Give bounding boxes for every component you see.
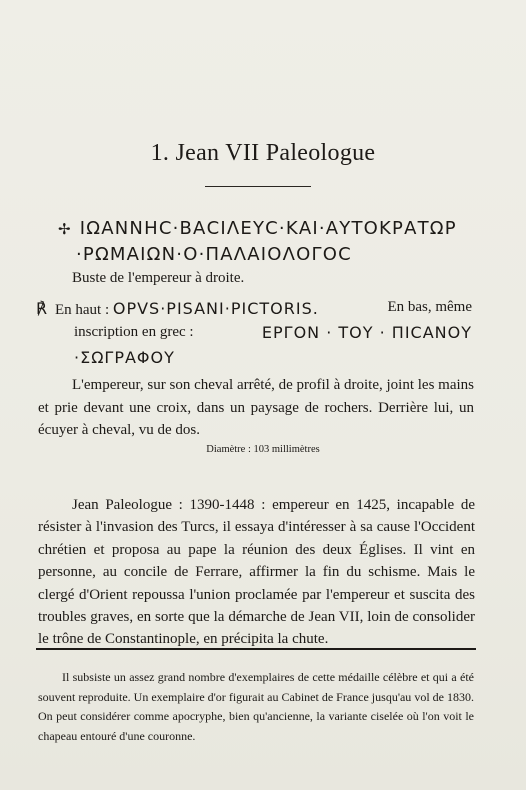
biography-paragraph: Jean Paleologue : 1390-1448 : empereur en 1425, incapable de résister à l'invasion des Turcs, il essaya d'intéresser à sa cause l'Occident chrétien et proposa au pape la réunion des deux Églises. Il vint en personne, au concile de Ferrare, affirmer la fin du schisme. Mais le clergé d'Orient repoussa l'union proclamée par l'empereur et suscita des troubles graves, en sorte que la démarche de Jean VII, loin de consolider le trône de Constantinople, en précipita la chute. [38, 497, 475, 648]
obverse-legend-line2: ·ΡΩΜΑΙΩΝ·Ο·ΠΑΛΑΙΟΛΟΓΟϹ [76, 244, 352, 265]
obverse-description: Buste de l'empereur à droite. [72, 270, 245, 286]
reverse-en-bas: En bas, même [387, 299, 472, 315]
reverse-line2 [74, 324, 472, 341]
reverse-greek-line1: ΕΡΓΟΝ · ΤΟΥ · ΠΙϹΑΝΟΥ [261, 323, 472, 342]
reverse-line1 [36, 299, 472, 319]
title-rule [205, 186, 311, 187]
response-icon: ℟ [36, 301, 47, 318]
reverse-latin-legend: OPVS·PISANI·PICTORIS. [112, 299, 319, 318]
obverse-legend-text1: ΙΩΑΝΝΗϹ·ΒΑϹΙΛΕΥϹ·ΚΑΙ·ΑΥΤΟΚΡΑΤΩΡ [79, 218, 457, 239]
reverse-greek-line2: ·ΣΩΓΡΑΦΟΥ [74, 348, 175, 367]
footnote-paragraph: Il subsiste un assez grand nombre d'exemplaires de cette médaille célèbre et qui a été souvent reproduite. Un exemplaire d'or figurait au Cabinet de France jusqu'au vol de 1830. On peut considérer comme apocryphe, bien qu'ancienne, la variante ciselée où l'on voit le chapeau entouré d'une couronne. [38, 670, 474, 743]
page-title: 1. Jean VII Paleologue [150, 140, 376, 166]
section-rule [36, 648, 476, 650]
cross-icon: ✢ [58, 220, 72, 238]
obverse-legend-line1 [58, 218, 457, 239]
reverse-en-haut: En haut : [54, 302, 110, 318]
diameter-caption: Diamètre : 103 millimètres [206, 444, 320, 455]
reverse-inscription-prefix: inscription en grec : [74, 324, 194, 340]
reverse-description: L'empereur, sur son cheval arrêté, de profil à droite, joint les mains et prie devant une croix, dans un paysage de rochers. Derrière lui, un écuyer à cheval, vu de dos. [38, 377, 474, 438]
